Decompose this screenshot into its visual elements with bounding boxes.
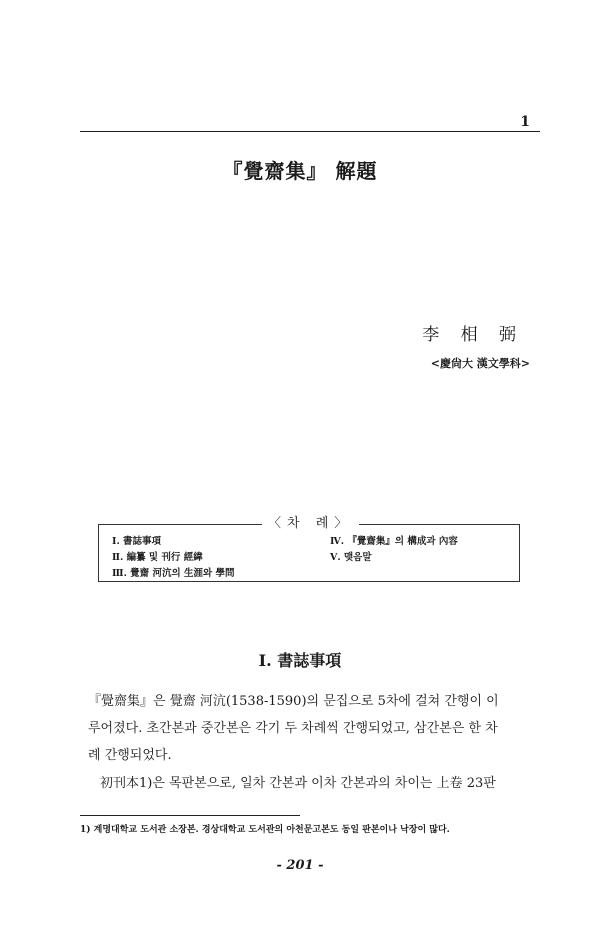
page-folio: - 201 - [276,858,324,873]
author-name: 李 相 弼 [422,325,524,345]
body-line-1: 『覺齋集』은 覺齋 河沆(1538-1590)의 문집으로 5차에 걸쳐 간행이 이 [88,694,499,709]
toc-item-1: Ⅰ. 書誌事項 [112,536,162,547]
header-rule [80,131,540,132]
footnote-rule [80,815,300,816]
toc-item-2: Ⅱ. 編纂 및 刊行 經緯 [112,552,203,563]
author-affiliation: <慶尙大 漢文學科> [430,357,530,370]
page-number: 1 [520,114,530,130]
document-title: 『覺齋集』 解題 [222,159,378,183]
toc-item-4: Ⅳ. 『覺齋集』의 構成과 內容 [330,536,458,547]
body-line-2: 루어졌다. 초간본과 중간본은 각기 두 차례씩 간행되었고, 삼간본은 한 차 [88,721,498,736]
section-heading: Ⅰ. 書誌事項 [258,651,342,670]
toc-item-5: Ⅴ. 맺음말 [330,552,372,563]
body-line-4: 初刊本1)은 목판본으로, 일차 간본과 이차 간본과의 차이는 上卷 23판 [100,776,496,791]
toc-item-3: Ⅲ. 覺齋 河沆의 生涯와 學問 [112,568,235,579]
footnote: 1) 계명대학교 도서관 소장본. 경상대학교 도서관의 아천문고본도 동일 판본이나 낙장이 많다. [80,825,450,835]
toc-title: 〈차 례〉 [262,512,359,531]
body-line-3: 례 간행되었다. [88,748,172,763]
